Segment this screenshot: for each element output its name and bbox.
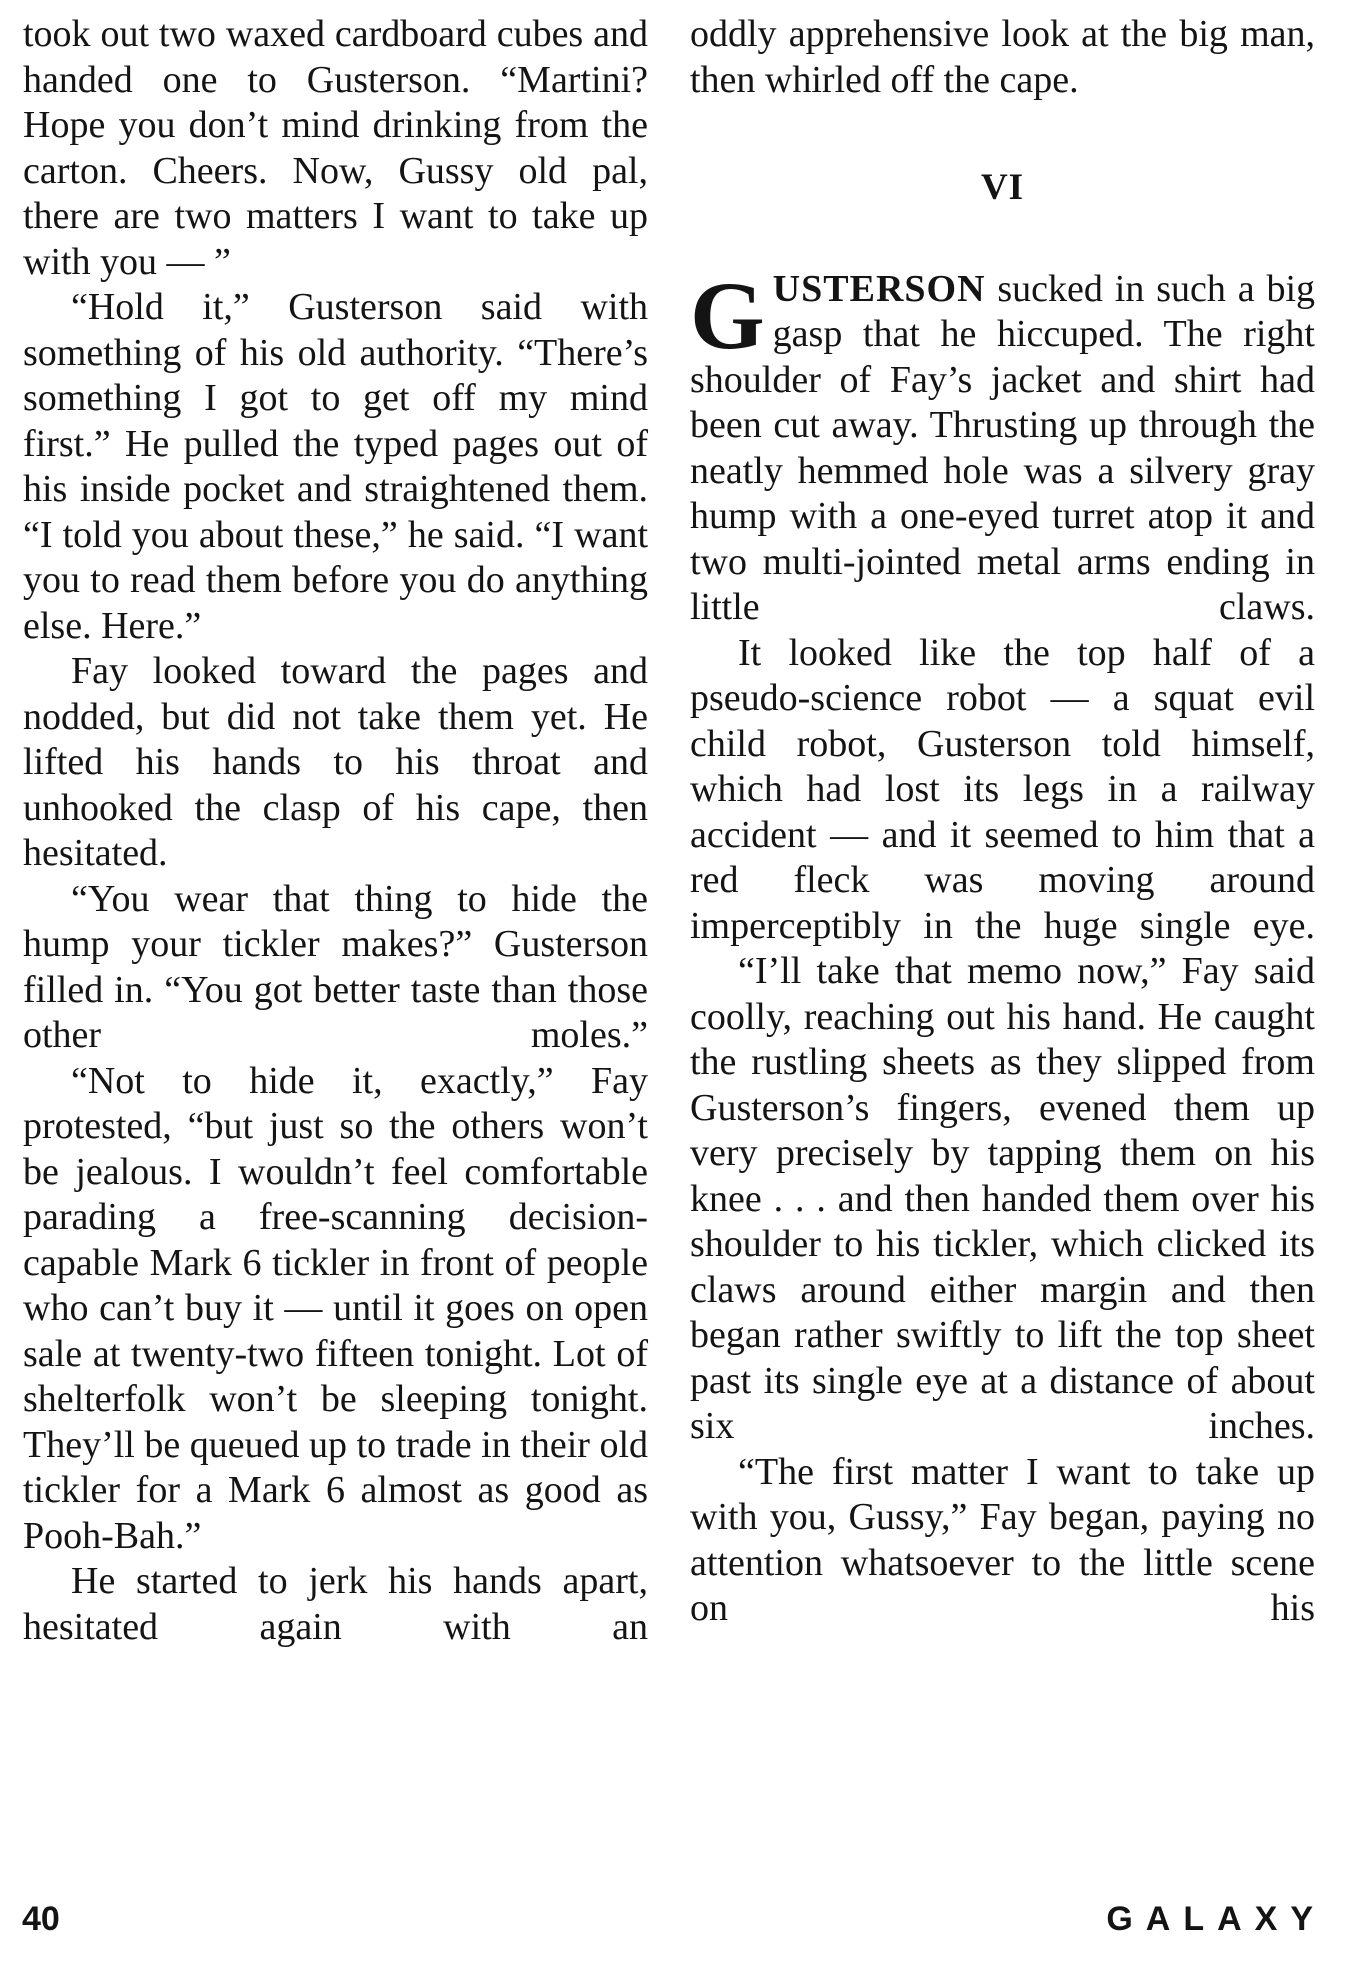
dropcap-lead-word: USTERSON — [772, 267, 986, 310]
paragraph: “You wear that thing to hide the hump your tickler makes?” Gusterson filled in. “You got better taste than those other moles.” — [23, 877, 648, 1056]
left-column — [23, 12, 648, 1650]
paragraph: It looked like the top half of a pseudo-science robot — a squat evil child robot, Gusterson told himself, which had lost its legs in a railway accident — and it seemed to him that a red fleck was moving around imperceptibly in the huge single eye. — [690, 631, 1315, 947]
paragraph: “Hold it,” Gusterson said with something of his old authority. “There’s something I got to get off my mind first.” He pulled the typed pages out of his inside pocket and straightened them. “I told you about these,” he said. “I want you to read them before you do anything else. Here.” — [23, 286, 648, 647]
paragraph: oddly apprehensive look at the big man, then whirled off the cape. — [690, 13, 1315, 101]
drop-cap-letter: G — [690, 261, 765, 369]
paragraph: “The first matter I want to take up with you, Gussy,” Fay began, paying no attention whatsoever to the little scene on his — [690, 1450, 1315, 1629]
paragraph: “I’ll take that memo now,” Fay said coolly, reaching out his hand. He caught the rustling sheets as they slipped from Gusterson’s fingers, evened them up very precisely by tapping them on his knee . . . and then handed them over his shoulder to his tickler, which clicked its claws around either margin and then began rather swiftly to lift the top sheet past its single eye at a distance of about six inches. — [690, 950, 1315, 1447]
dropcap-paragraph — [690, 261, 1315, 631]
section-heading: VI — [980, 167, 1025, 208]
right-column — [690, 12, 1315, 1632]
magazine-title: GALAXY — [1106, 1900, 1326, 1938]
paragraph: He started to jerk his hands apart, hesitated again with an — [23, 1560, 648, 1648]
page-number: 40 — [22, 1900, 60, 1938]
paragraph: took out two waxed cardboard cubes and handed one to Gusterson. “Martini? Hope you don’t mind drinking from the carton. Cheers. Now, Gussy old pal, there are two matters I want to take up with you — ” — [23, 13, 648, 283]
paragraph: “Not to hide it, exactly,” Fay protested, “but just so the others won’t be jealous. I wouldn’t feel comfortable parading a free-scanning decision-capable Mark 6 tickler in front of people who can’t buy it — until it goes on open sale at twenty-two fifteen tonight. Lot of shelterfolk won’t be sleeping tonight. They’ll be queued up to trade in their old tickler for a Mark 6 almost as good as Pooh-Bah.” — [23, 1059, 648, 1557]
paragraph: Fay looked toward the pages and nodded, but did not take them yet. He lifted his hands to his throat and unhooked the clasp of his cape, then hesitated. — [23, 650, 648, 874]
dropcap-paragraph-text: sucked in such a big gasp that he hiccuped. The right shoulder of Fay’s jacket and shirt had been cut away. Thrusting up through the neatly hemmed hole was a silvery gray hump with a one-eyed turret atop it and two multi-jointed metal arms ending in little claws. — [690, 267, 1315, 628]
